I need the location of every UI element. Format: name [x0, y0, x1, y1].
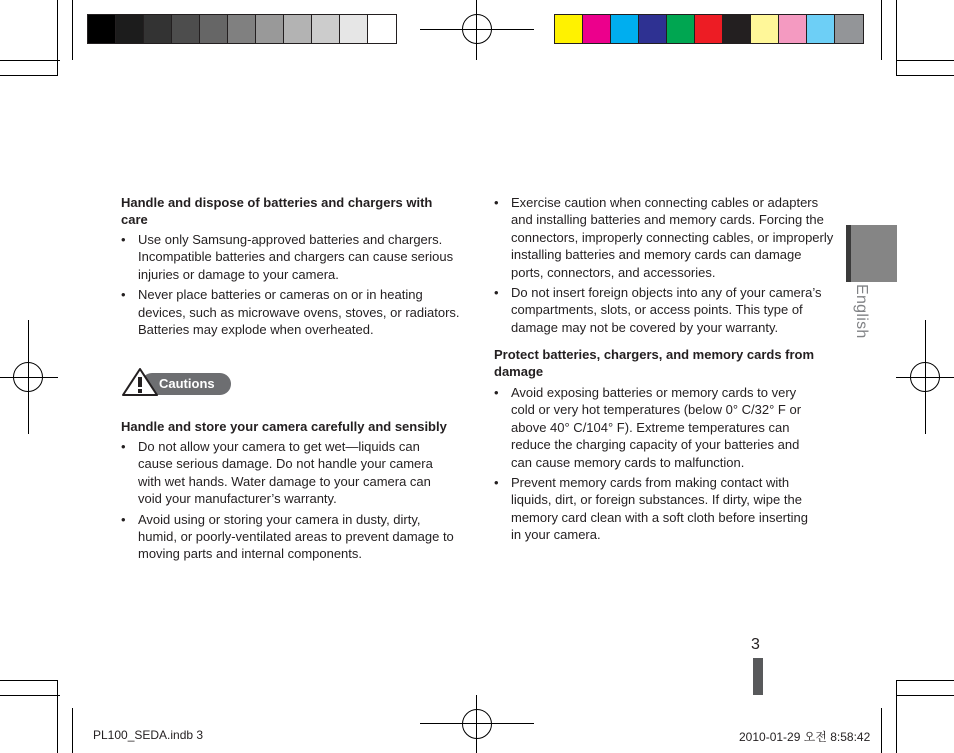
color-swatch [583, 15, 611, 43]
color-swatch [144, 15, 172, 43]
crop-mark [896, 695, 954, 696]
color-swatch [667, 15, 695, 43]
crop-mark [72, 708, 73, 753]
color-swatch [695, 15, 723, 43]
color-swatch [835, 15, 863, 43]
list-item: • Use only Samsung-approved batteries and chargers. Incompatible batteries and chargers can cause serious injuries or damage to your camera. [121, 231, 464, 283]
crop-mark [896, 60, 954, 61]
list-item: • Avoid exposing batteries or memory cards to very cold or very hot temperatures (below 0° C/32° F or above 40° C/104° F). Extreme temperatures can reduce the charging capacity of your batteries and can cause memory cards to malfunction. [494, 384, 819, 471]
color-swatch [555, 15, 583, 43]
crop-mark [881, 0, 882, 60]
page-number-bar [753, 658, 763, 695]
list-item: • Exercise caution when connecting cables or adapters and installing batteries and memory cards. Forcing the connectors, improperly connecting cables, or improperly installing batteries and memory cards can damage ports, connectors, and accessories. [494, 194, 836, 281]
list-item: • Do not insert foreign objects into any of your camera’s compartments, slots, or access points. This type of damage may not be covered by your warranty. [494, 284, 836, 336]
color-swatch [312, 15, 340, 43]
process-color-bar [554, 14, 864, 44]
footer-timestamp: 2010-01-29 오전 8:58:42 [739, 730, 871, 744]
color-swatch [611, 15, 639, 43]
crop-mark [0, 695, 60, 696]
trim-line [57, 680, 58, 753]
color-swatch [116, 15, 144, 43]
color-swatch [200, 15, 228, 43]
color-swatch [807, 15, 835, 43]
crop-mark [881, 708, 882, 753]
trim-line [0, 680, 58, 681]
batteries-bullet-list [121, 231, 464, 341]
trim-line [896, 75, 954, 76]
list-item: • Prevent memory cards from making contact with liquids, dirt, or foreign substances. If dirty, wipe the memory card clean with a soft cloth before inserting in your camera. [494, 474, 819, 544]
color-swatch [639, 15, 667, 43]
color-swatch [88, 15, 116, 43]
trim-line [896, 680, 954, 681]
color-swatch [751, 15, 779, 43]
page-number: 3 [751, 636, 760, 653]
footer-file-info: PL100_SEDA.indb 3 [93, 728, 204, 742]
crop-mark [72, 0, 73, 60]
color-swatch [723, 15, 751, 43]
color-swatch [368, 15, 396, 43]
grayscale-color-bar [87, 14, 397, 44]
color-swatch [284, 15, 312, 43]
list-item: • Avoid using or storing your camera in dusty, dirty, humid, or poorly-ventilated areas to prevent damage to moving parts and internal components. [121, 511, 456, 563]
section-heading-memory-cards: Protect batteries, chargers, and memory cards from damage [494, 347, 815, 379]
cautions-text: Cautions [159, 376, 215, 391]
camera-handling-bullet-list [121, 438, 456, 566]
trim-line [896, 0, 897, 75]
color-swatch [340, 15, 368, 43]
section-heading-batteries: Handle and dispose of batteries and chargers with care [121, 195, 433, 227]
color-swatch [172, 15, 200, 43]
warning-icon [121, 367, 159, 397]
trim-line [57, 0, 58, 75]
language-tab-label: English [853, 284, 870, 339]
trim-line [0, 75, 58, 76]
color-swatch [779, 15, 807, 43]
crop-mark [0, 60, 60, 61]
language-tab-accent [846, 225, 851, 282]
list-item: • Do not allow your camera to get wet—liquids can cause serious damage. Do not handle your camera with wet hands. Water damage to your camera can void your manufacturer’s warranty. [121, 438, 456, 508]
connection-bullet-list [494, 194, 836, 339]
trim-line [896, 680, 897, 753]
memory-cards-bullet-list [494, 384, 819, 547]
language-tab [846, 225, 897, 282]
list-item: • Never place batteries or cameras on or in heating devices, such as microwave ovens, stoves, or radiators. Batteries may explode when overheated. [121, 286, 464, 338]
color-swatch [228, 15, 256, 43]
section-heading-handle-camera: Handle and store your camera carefully and sensibly [121, 419, 447, 434]
color-swatch [256, 15, 284, 43]
